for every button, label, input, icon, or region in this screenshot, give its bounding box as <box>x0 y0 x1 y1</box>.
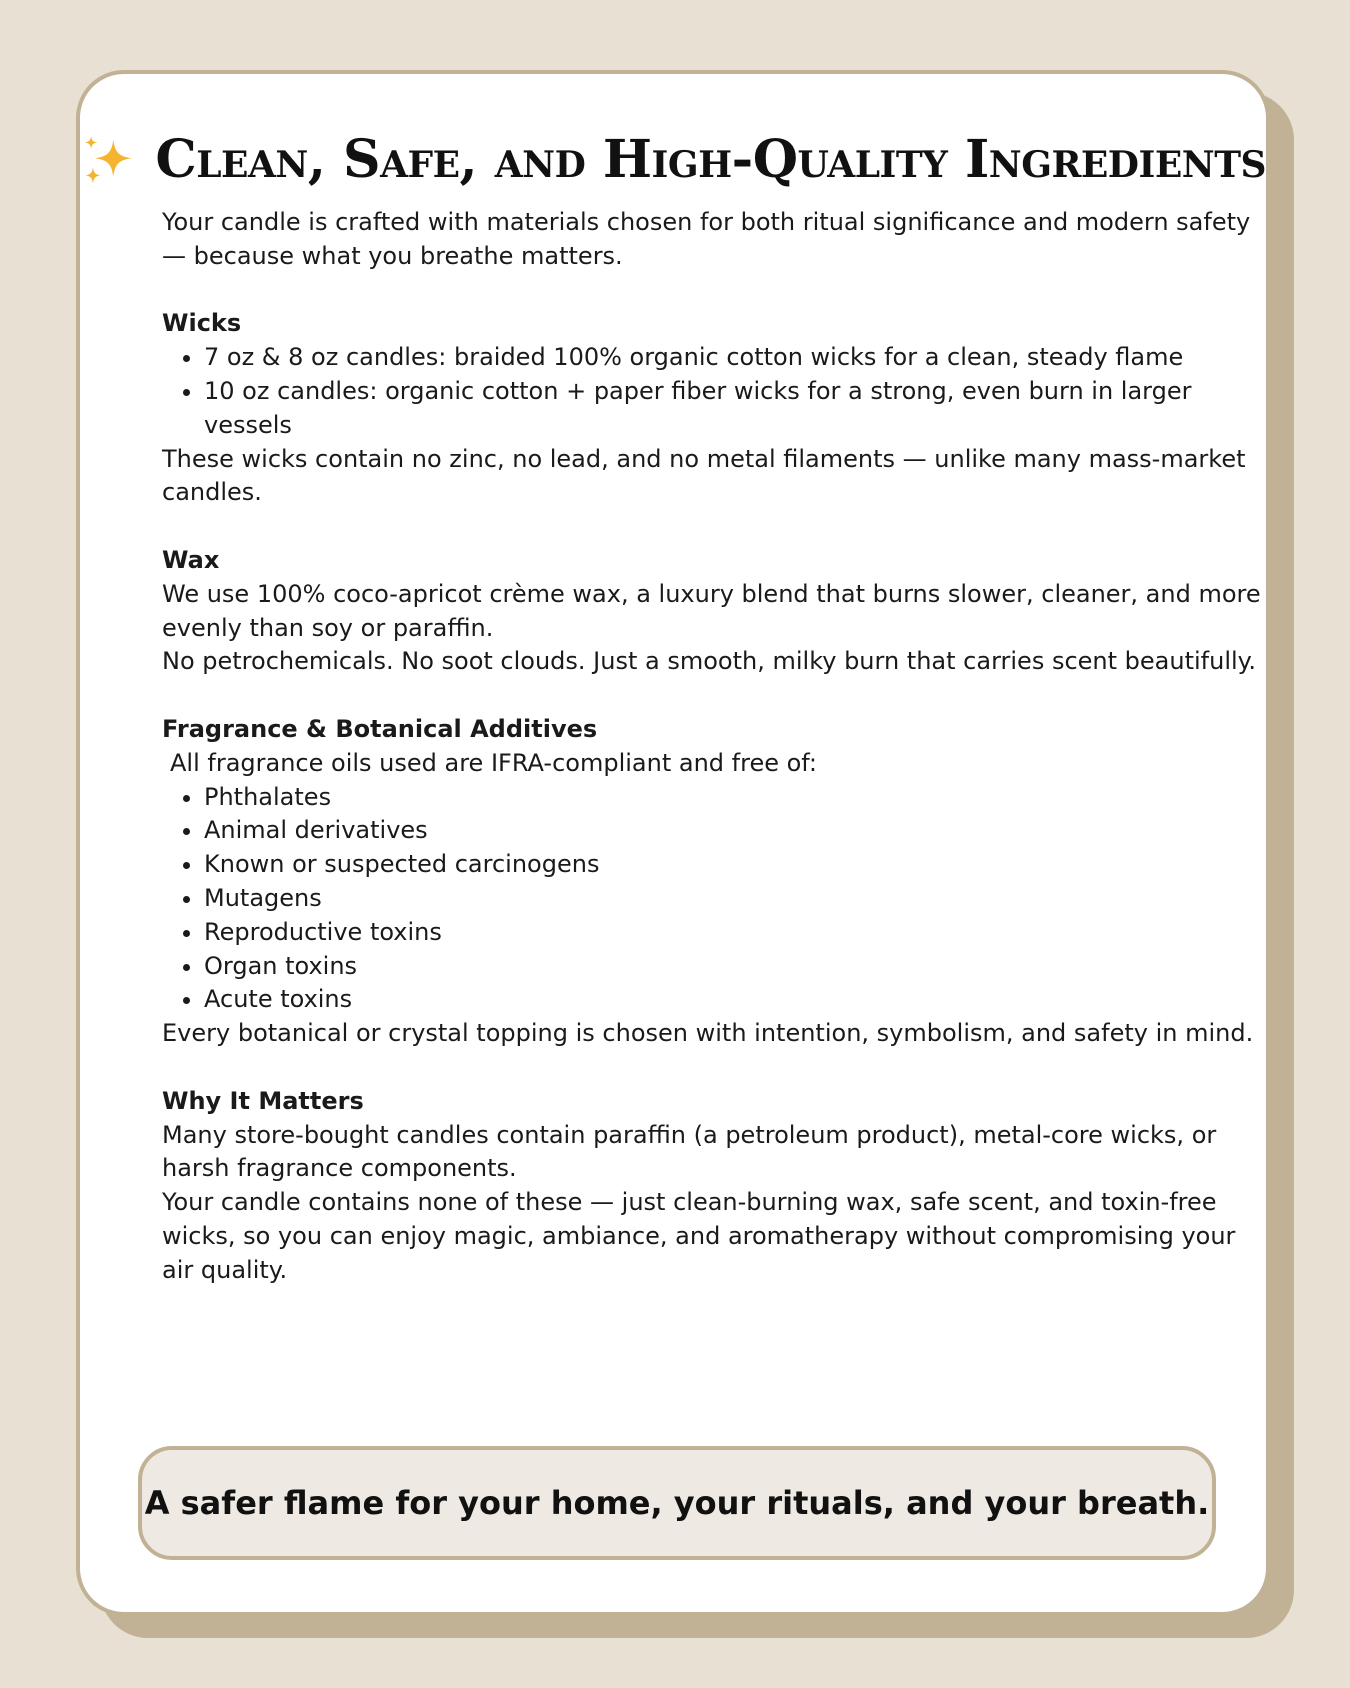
why-heading: Why It Matters <box>162 1086 364 1115</box>
content <box>162 206 1262 1288</box>
list-item: • Organ toxins <box>204 950 1262 984</box>
why-paragraph: Your candle contains none of these — just clean-burning wax, safe scent, and toxin-free wicks, so you can enjoy magic, ambiance, and aromatherapy without compromising your air quality. <box>162 1188 1236 1284</box>
title-row <box>80 126 1266 192</box>
list-item: • Phthalates <box>204 781 1262 815</box>
wicks-list <box>162 341 1262 442</box>
wax-paragraph: No petrochemicals. No soot clouds. Just a smooth, milky burn that carries scent beautifully. <box>162 647 1257 676</box>
wicks-heading: Wicks <box>162 309 242 338</box>
list-item: • 7 oz & 8 oz candles: braided 100% organic cotton wicks for a clean, steady flame <box>204 341 1262 375</box>
page-title: Clean, Safe, and High-Quality Ingredients <box>155 128 1266 190</box>
list-item: • Known or suspected carcinogens <box>204 848 1262 882</box>
list-item: • Acute toxins <box>204 983 1262 1017</box>
callout-text: A safer flame for your home, your rituals, and your breath. <box>144 1484 1210 1522</box>
intro-text: Your candle is crafted with materials chosen for both ritual significance and modern safety — because what you breathe matters. <box>162 208 1251 270</box>
sparkles-icon <box>80 130 137 192</box>
list-item: • 10 oz candles: organic cotton + paper fiber wicks for a strong, even burn in larger vessels <box>204 375 1262 443</box>
list-item: • Reproductive toxins <box>204 916 1262 950</box>
callout-box <box>138 1446 1216 1560</box>
fragrance-list <box>162 781 1262 1018</box>
fragrance-lead: All fragrance oils used are IFRA-compliant and free of: <box>170 748 817 777</box>
wicks-note: These wicks contain no zinc, no lead, and no metal filaments — unlike many mass-market candles. <box>162 444 1246 507</box>
fragrance-note: Every botanical or crystal topping is chosen with intention, symbolism, and safety in mind. <box>162 1019 1254 1048</box>
list-item: • Animal derivatives <box>204 814 1262 848</box>
list-item: • Mutagens <box>204 882 1262 916</box>
wax-paragraph: We use 100% coco-apricot crème wax, a luxury blend that burns slower, cleaner, and more evenly than soy or paraffin. <box>162 579 1261 642</box>
info-card <box>76 70 1270 1616</box>
wax-heading: Wax <box>162 545 220 574</box>
why-paragraph: Many store-bought candles contain paraffin (a petroleum product), metal-core wicks, or harsh fragrance components. <box>162 1120 1217 1183</box>
fragrance-heading: Fragrance & Botanical Additives <box>162 714 598 743</box>
